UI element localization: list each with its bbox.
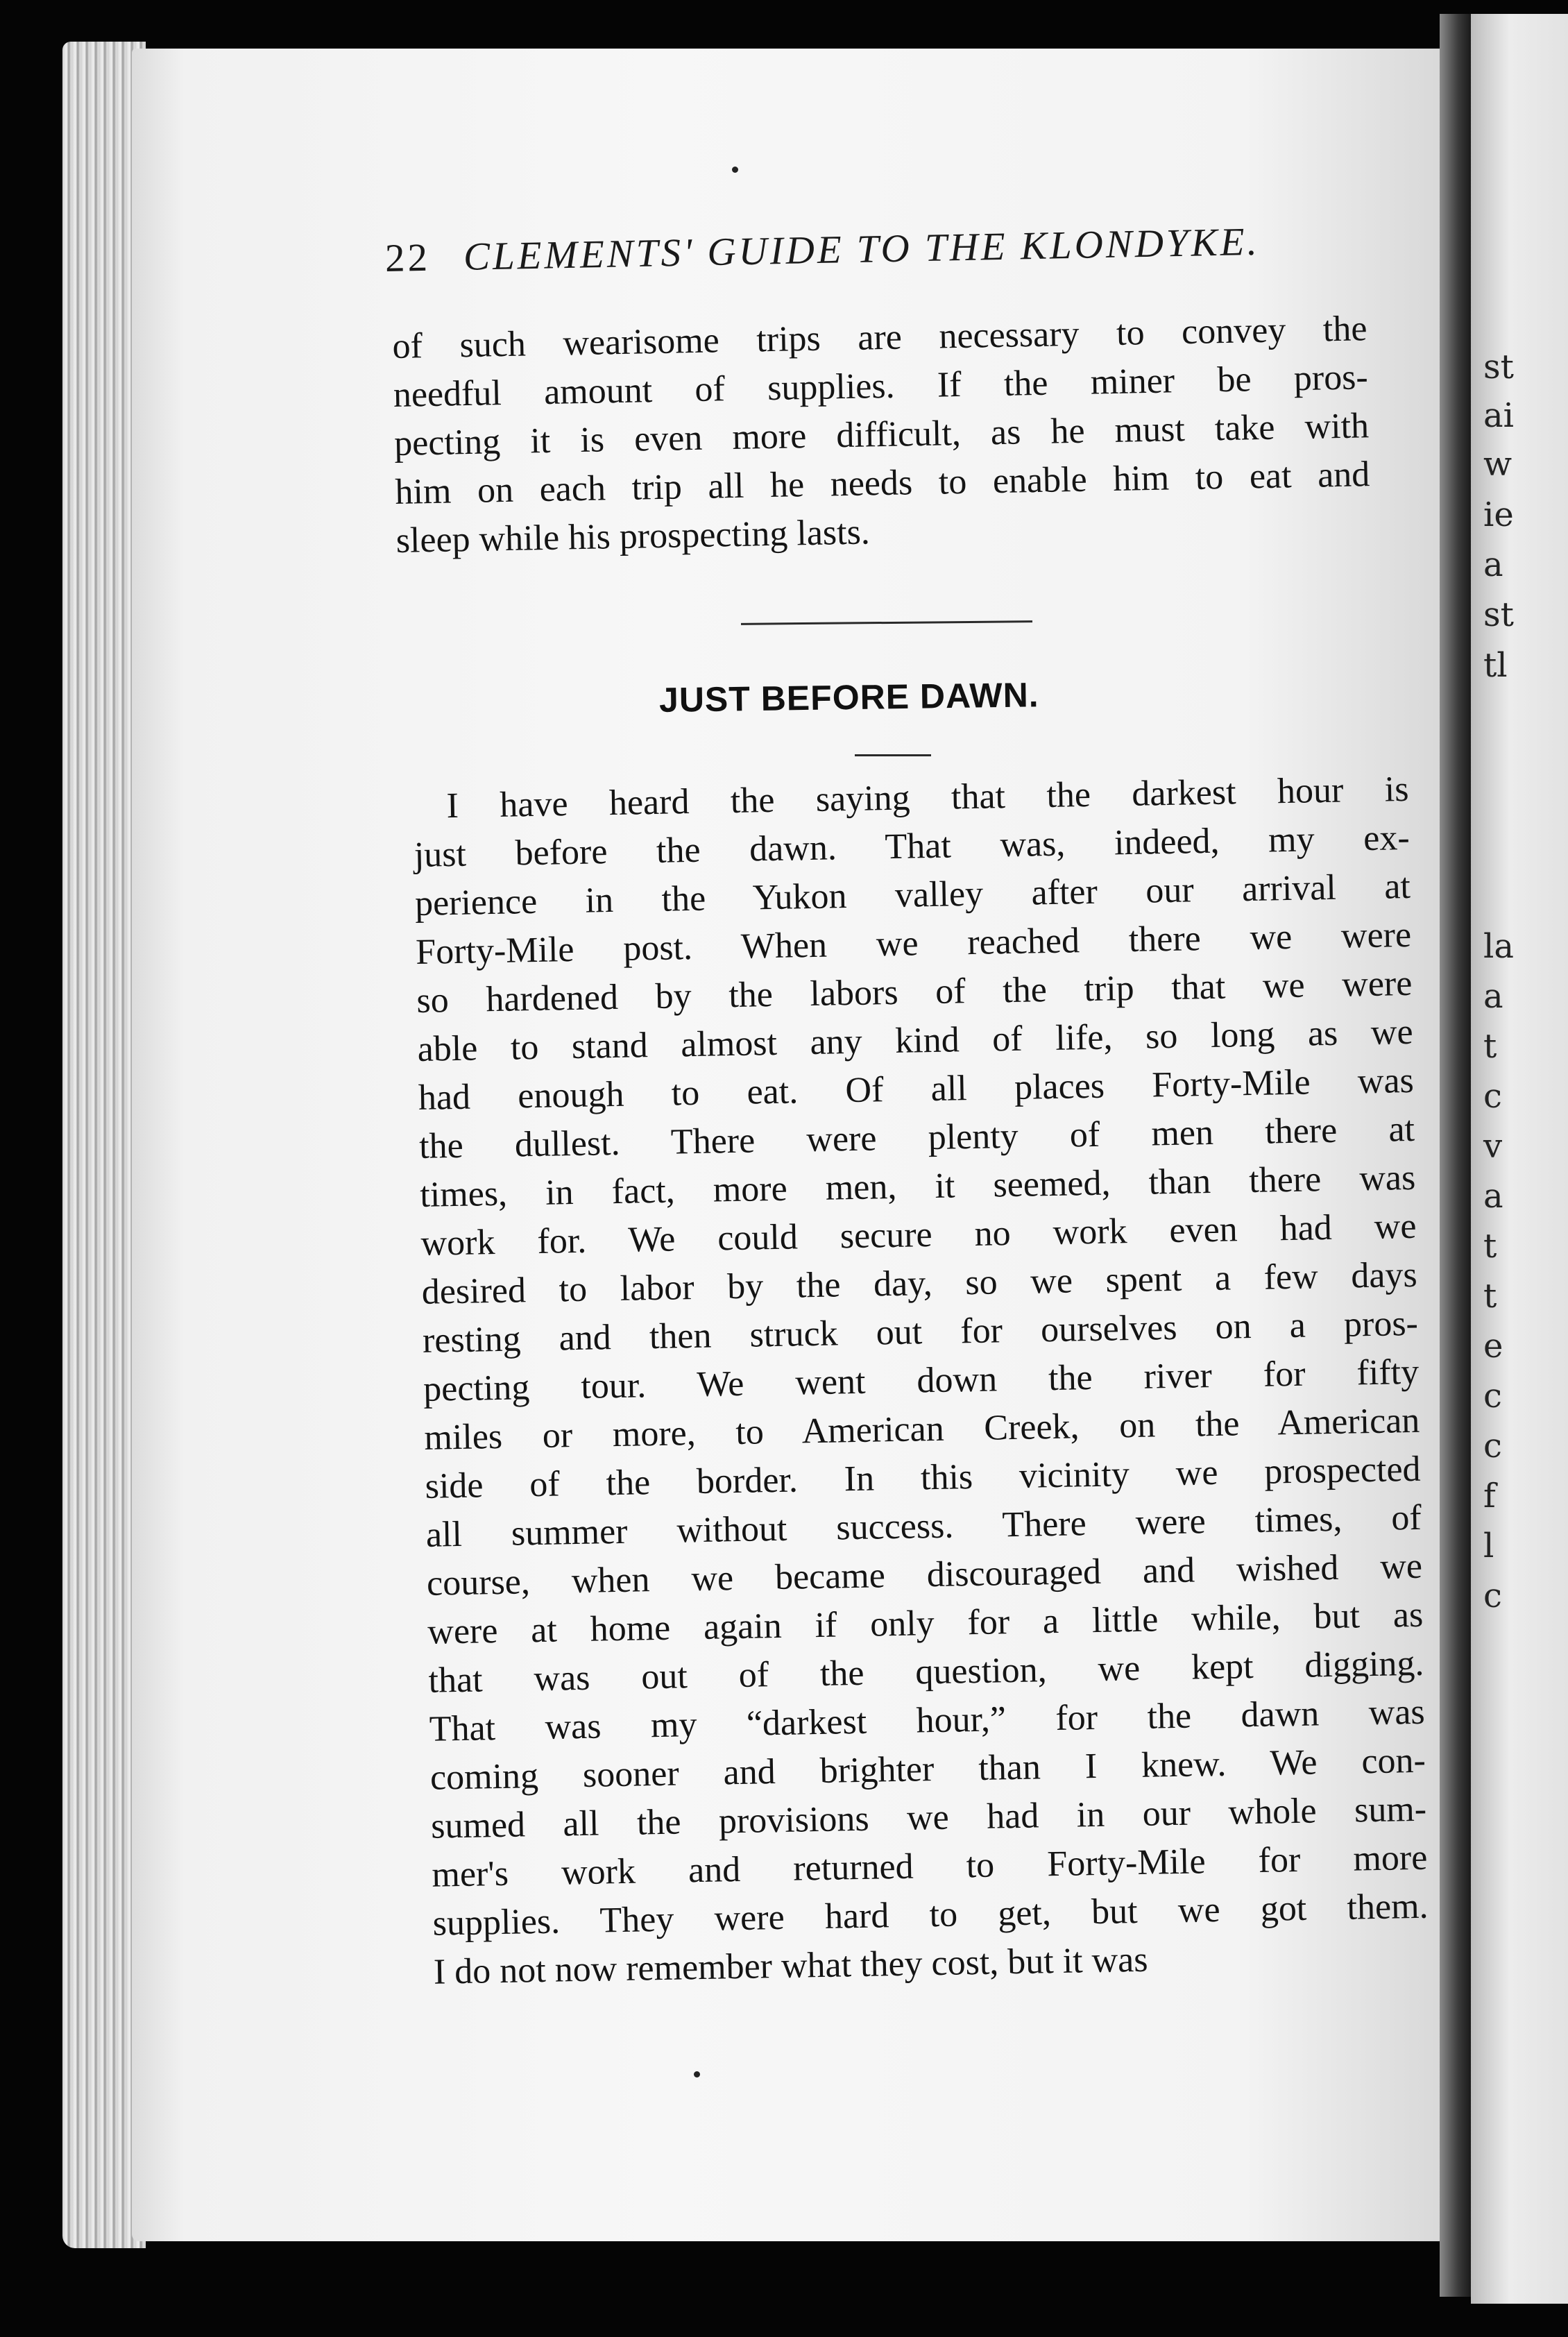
facing-page-fragment: ai [1483,396,1514,435]
text-line: I do not now remember what they cost, but it was [433,1939,1148,1992]
facing-page-fragment: t [1483,1227,1497,1266]
facing-page-fragment: c [1483,1077,1502,1116]
text-line: all summer without success. There were times, of [425,1497,1422,1555]
text-line: times, in fact, more men, it seemed, than there was [419,1157,1416,1215]
text-line: Forty-Mile post. When we reached there we were [415,915,1412,972]
text-line: so hardened by the labors of the trip that we were [416,963,1413,1021]
text-line: just before the dawn. That was, indeed, my ex- [414,817,1411,875]
text-line: had enough to eat. Of all places Forty-Mile was [418,1060,1415,1118]
text-line: supplies. They were hard to get, but we got them. [432,1886,1429,1944]
section-heading: JUST BEFORE DAWN. [658,675,1039,720]
text-line: work for. We could secure no work even had we [420,1206,1417,1264]
facing-page-fragment: t [1483,1277,1497,1316]
facing-page-fragment: w [1483,445,1512,484]
section-paragraph [413,765,1429,1997]
text-line: resting and then struck out for ourselves on a pros- [422,1303,1419,1361]
facing-page-fragment: t [1483,1027,1497,1066]
facing-page-fragment: la [1483,927,1514,966]
facing-page-fragment: v [1483,1127,1503,1166]
text-line: were at home again if only for a little while, but as [427,1595,1424,1652]
facing-page-fragment: st [1483,348,1514,386]
text-line: the dullest. There were plenty of men there at [418,1109,1415,1166]
facing-page-fragment: c [1483,1377,1502,1416]
text-line: course, when we became discouraged and wished we [426,1546,1423,1604]
text-line: needful amount of supplies. If the miner be pros- [393,357,1369,415]
facing-page-fragment: f [1483,1477,1496,1515]
text-line: mer's work and returned to Forty-Mile for more [431,1837,1428,1895]
facing-page-fragment: a [1483,1177,1503,1216]
text-line: pecting tour. We went down the river for fifty [423,1352,1420,1409]
facing-page-fragment: st [1483,595,1514,634]
text-line: that was out of the question, we kept digging. [428,1643,1424,1701]
facing-page-fragment: a [1483,545,1503,584]
text-line: desired to labor by the day, so we spent a few days [421,1255,1418,1312]
facing-page-fragment: c [1483,1577,1502,1615]
scan-speck [694,2071,700,2077]
text-line: I have heard the saying that the darkest hour is [446,769,1409,826]
heading-underline [855,754,931,756]
facing-page-fragment: l [1483,1527,1494,1565]
text-line: That was my “darkest hour,” for the dawn was [429,1692,1426,1749]
scan-speck [732,167,738,173]
paragraph-continued [392,305,1371,566]
text-line: sleep while his prospecting lasts. [395,512,871,561]
text-line: side of the border. In this vicinity we prospected [425,1449,1421,1506]
running-title: CLEMENTS' GUIDE TO THE KLONDYKE. [463,219,1261,279]
text-line: sumed all the provisions we had in our whole sum- [430,1789,1427,1846]
facing-page-fragment: e [1483,1327,1503,1366]
text-line: of such wearisome trips are necessary to convey the [392,309,1367,366]
text-line: pecting it is even more difficult, as he must take with [393,406,1370,464]
facing-page-fragment: tl [1483,646,1508,685]
text-line: miles or more, to American Creek, on the American [423,1400,1420,1458]
page-number: 22 [384,235,431,280]
facing-page-fragment: a [1483,977,1503,1016]
facing-page-edge [1471,14,1568,2304]
text-line: able to stand almost any kind of life, so long as we [417,1012,1413,1069]
book-gutter [1440,14,1471,2297]
text-line: coming sooner and brighter than I knew. We con- [429,1740,1426,1798]
text-line: perience in the Yukon valley after our arrival at [414,866,1411,924]
facing-page-fragment: c [1483,1427,1502,1465]
facing-page-fragment: ie [1483,495,1514,534]
text-line: him on each trip all he needs to enable him to eat and [394,454,1370,512]
